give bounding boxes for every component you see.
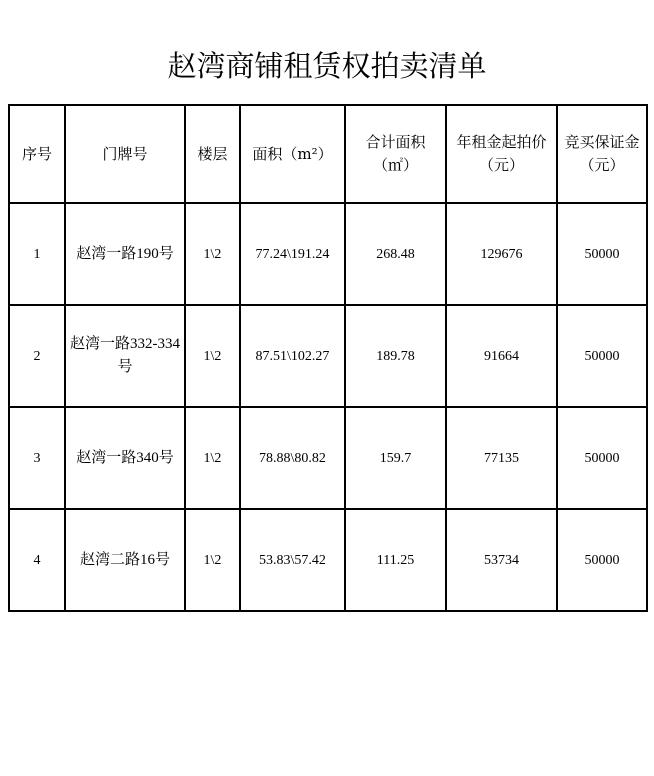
cell-starting-rent: 91664 xyxy=(446,305,557,407)
cell-starting-rent: 129676 xyxy=(446,203,557,305)
header-bid-deposit: 竞买保证金 （元） xyxy=(557,105,647,203)
cell-address: 赵湾一路332-334号 xyxy=(65,305,185,407)
cell-serial-number: 2 xyxy=(9,305,65,407)
table-row xyxy=(9,407,647,509)
cell-bid-deposit: 50000 xyxy=(557,305,647,407)
cell-area: 87.51\102.27 xyxy=(240,305,345,407)
header-serial-number: 序号 xyxy=(9,105,65,203)
cell-address: 赵湾一路340号 xyxy=(65,407,185,509)
cell-total-area: 189.78 xyxy=(345,305,446,407)
header-area: 面积（m²） xyxy=(240,105,345,203)
table-row xyxy=(9,203,647,305)
cell-area: 53.83\57.42 xyxy=(240,509,345,611)
cell-serial-number: 3 xyxy=(9,407,65,509)
header-starting-rent: 年租金起拍价 （元） xyxy=(446,105,557,203)
cell-starting-rent: 53734 xyxy=(446,509,557,611)
header-total-area: 合计面积 （㎡） xyxy=(345,105,446,203)
page-title: 赵湾商铺租赁权拍卖清单 xyxy=(167,49,487,83)
cell-area: 78.88\80.82 xyxy=(240,407,345,509)
table-header-row xyxy=(9,105,647,203)
header-address: 门牌号 xyxy=(65,105,185,203)
cell-area: 77.24\191.24 xyxy=(240,203,345,305)
header-floor: 楼层 xyxy=(185,105,240,203)
cell-bid-deposit: 50000 xyxy=(557,203,647,305)
cell-starting-rent: 77135 xyxy=(446,407,557,509)
cell-total-area: 159.7 xyxy=(345,407,446,509)
cell-address: 赵湾一路190号 xyxy=(65,203,185,305)
table-row xyxy=(9,305,647,407)
cell-floor: 1\2 xyxy=(185,203,240,305)
cell-floor: 1\2 xyxy=(185,407,240,509)
cell-address: 赵湾二路16号 xyxy=(65,509,185,611)
cell-floor: 1\2 xyxy=(185,509,240,611)
table-row xyxy=(9,509,647,611)
cell-floor: 1\2 xyxy=(185,305,240,407)
cell-bid-deposit: 50000 xyxy=(557,509,647,611)
cell-total-area: 268.48 xyxy=(345,203,446,305)
cell-serial-number: 4 xyxy=(9,509,65,611)
cell-total-area: 111.25 xyxy=(345,509,446,611)
auction-list-table xyxy=(8,104,648,612)
cell-bid-deposit: 50000 xyxy=(557,407,647,509)
cell-serial-number: 1 xyxy=(9,203,65,305)
